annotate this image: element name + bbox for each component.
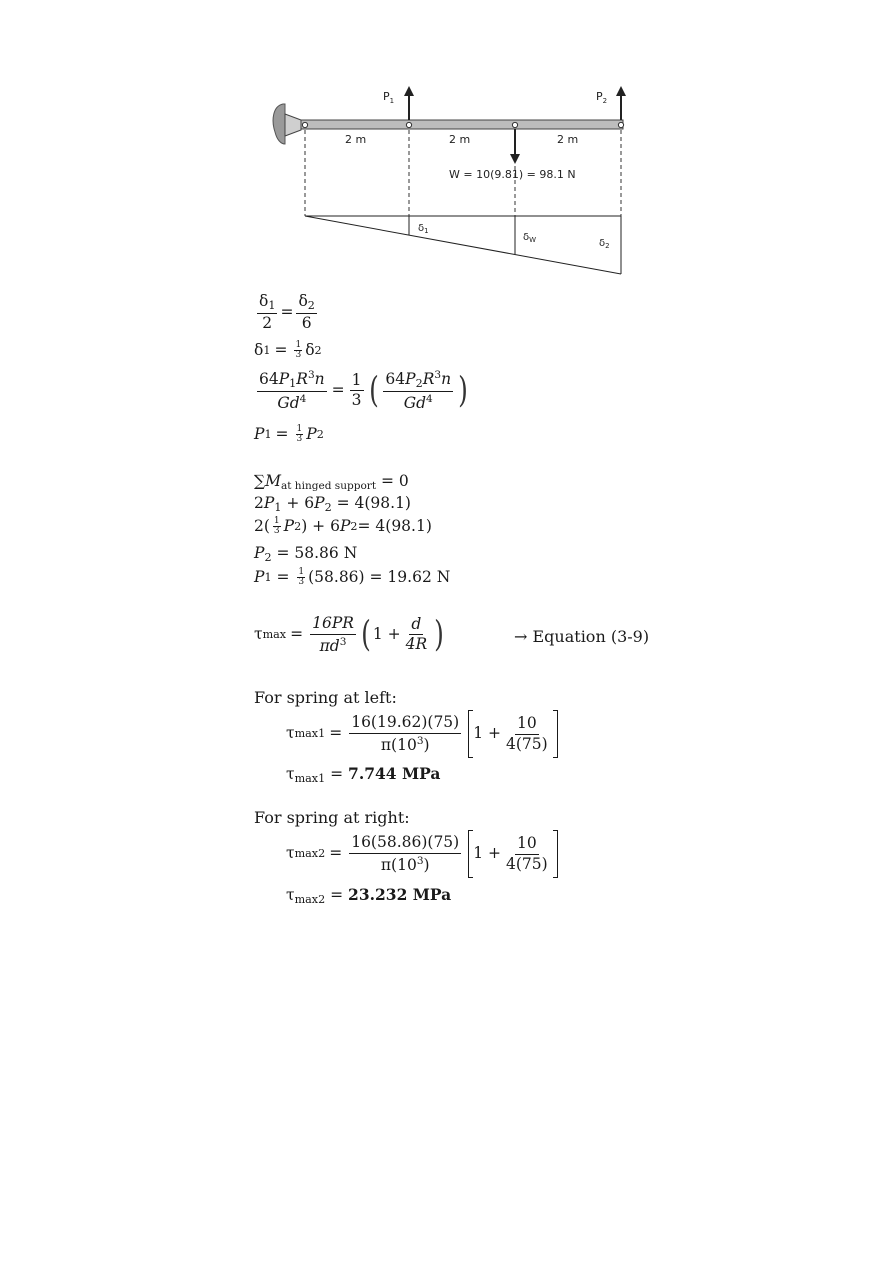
weight-label: W = 10(9.81) = 98.1 N	[449, 168, 576, 181]
eq-moment-sum: $\sum M_{at hinged support} = 0$	[254, 472, 409, 492]
eq-spring-deflection: $\frac{64P_1R^3n}{Gd^4}$ = $\frac{1}{3}$ ( $\frac{64P_2R^3n}{Gd^4}$ )	[259, 369, 468, 412]
eq-p1-result: P 1 = $\frac{1}{3}$ (58.86) = 19.62 N	[254, 567, 451, 587]
eq-delta1: δ 1 = $\frac{1}{3}$ δ 2	[254, 340, 322, 360]
deflection-slope	[305, 216, 621, 274]
eq-tau-max1: τ max1 = $\frac{16(19.62)(75)}{\pi(10^3)}$ 1 + $\frac{10}{4(75)}$	[286, 710, 560, 758]
eq-p2-result: $P_2 = 58.86$ N	[254, 544, 358, 565]
bracket-right	[553, 710, 558, 758]
delta1-label: $\delta_1$	[418, 223, 429, 235]
deltaw-label: $\delta_W$	[523, 232, 537, 244]
bracket-right	[553, 830, 558, 878]
equation-reference: → Equation (3-9)	[514, 627, 650, 646]
eq-tau-max: τ max = $\frac{16PR}{\pi d^3}$ ( 1 + $\frac{d}{4R}$ )	[254, 614, 444, 656]
p2-label: $P_2$	[596, 90, 608, 105]
delta2-label: $\delta_2$	[599, 238, 610, 250]
beam-diagram	[265, 80, 645, 285]
joint-p2	[618, 122, 623, 127]
beam	[301, 120, 623, 129]
w-arrow-head	[510, 154, 520, 164]
span-1-label: 2 m	[345, 133, 367, 146]
span-2-label: 2 m	[449, 133, 471, 146]
span-3-label: 2 m	[557, 133, 579, 146]
right-spring-heading: For spring at right:	[254, 808, 410, 827]
p1-label: $P_1$	[383, 90, 395, 105]
p1-arrow-head	[404, 86, 414, 96]
p2-arrow-head	[616, 86, 626, 96]
hinge-bracket	[285, 114, 301, 136]
joint-w	[512, 122, 517, 127]
result-tau-max2: $\tau_{max2} = 23.232$ MPa	[286, 885, 452, 907]
joint-p1	[406, 122, 411, 127]
eq-moment-expanded: $2P_1 + 6P_2 = 4(98.1)$	[254, 494, 411, 515]
eq-moment-substituted: 2( 1 3 P 2 ) + 6 P 2 = 4(98.1)	[254, 516, 432, 536]
left-spring-heading: For spring at left:	[254, 688, 397, 707]
eq-p1-p2: P 1 = $\frac{1}{3}$ P 2	[254, 424, 324, 444]
result-tau-max1: $\tau_{max1} = 7.744$ MPa	[286, 764, 441, 786]
wall-support-icon	[273, 104, 285, 144]
hinge-pin	[302, 122, 307, 127]
eq-ratio: $\frac{\delta_1}{2}$ = $\frac{\delta_2}{6}$	[259, 292, 315, 333]
eq-tau-max2: τ max2 = $\frac{16(58.86)(75)}{\pi(10^3)}$ 1 + $\frac{10}{4(75)}$	[286, 830, 560, 878]
